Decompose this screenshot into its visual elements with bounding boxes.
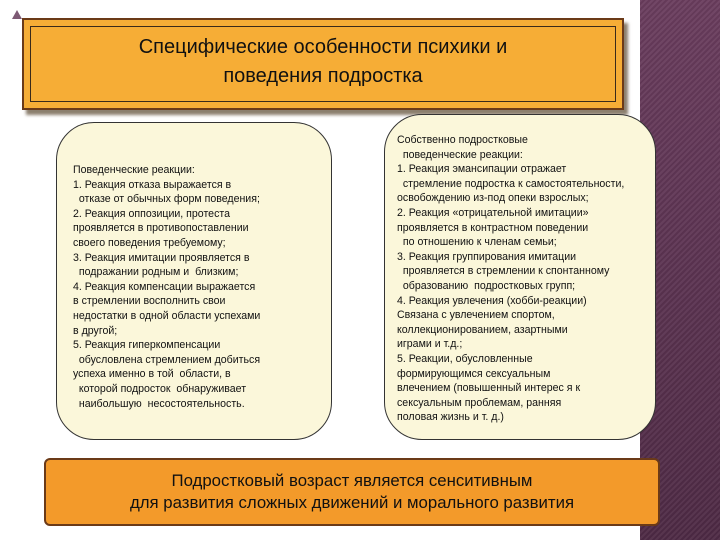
text-line: Связана с увлечением спортом, bbox=[397, 309, 555, 322]
text-line: образованию подростковых групп; bbox=[397, 279, 576, 292]
page-title: Специфические особенности психики и поведения подростка bbox=[138, 36, 508, 87]
text-line: успеха именно в той области, в bbox=[73, 368, 231, 381]
text-line: 5. Реакция гиперкомпенсации bbox=[73, 339, 221, 352]
behavioral-reactions-text bbox=[73, 163, 260, 411]
text-line: 5. Реакции, обусловленные bbox=[397, 352, 533, 365]
text-line: которой подросток обнаруживает bbox=[73, 382, 247, 395]
text-line: своего поведения требуемому; bbox=[73, 236, 226, 249]
text-line: коллекционированием, азартными bbox=[397, 323, 568, 336]
behavioral-reactions-card bbox=[56, 122, 332, 440]
adolescent-reactions-card bbox=[384, 114, 656, 440]
text-line: 1. Реакция отказа выражается в bbox=[73, 178, 232, 191]
triangle-marker-icon bbox=[12, 10, 22, 19]
text-line: 1. Реакция эмансипации отражает bbox=[397, 163, 567, 176]
text-line: 3. Реакция группирования имитации bbox=[397, 250, 577, 263]
text-line: в стремлении восполнить свои bbox=[73, 295, 226, 308]
text-line: 3. Реакция имитации проявляется в bbox=[73, 251, 250, 264]
text-line: сексуальным проблемам, ранняя bbox=[397, 396, 562, 409]
sensitive-age-note: Подростковый возраст является сенситивным для развития сложных движений и морального развития bbox=[129, 471, 575, 512]
text-line: проявляется в противопоставлении bbox=[73, 222, 249, 235]
text-line: обусловлена стремлением добиться bbox=[73, 353, 261, 366]
text-line: освобождению из-под опеки взрослых; bbox=[397, 192, 589, 205]
title-inner-frame bbox=[30, 26, 616, 102]
text-line: поведенческие реакции: bbox=[397, 148, 523, 161]
text-line: играми и т.д.; bbox=[397, 338, 463, 351]
text-line: в другой; bbox=[73, 324, 118, 337]
text-line: 2. Реакция «отрицательной имитации» bbox=[397, 206, 589, 219]
text-line: 4. Реакция компенсации выражается bbox=[73, 280, 256, 293]
text-line: проявляется в стремлении к спонтанному bbox=[397, 265, 610, 278]
text-line: влечением (повышенный интерес я к bbox=[397, 382, 581, 395]
text-line: проявляется в контрастном поведении bbox=[397, 221, 589, 234]
text-line: 2. Реакция оппозиции, протеста bbox=[73, 207, 230, 220]
text-line: половая жизнь и т. д.) bbox=[397, 411, 504, 424]
sensitive-age-banner bbox=[44, 458, 660, 526]
text-line: подражании родным и близким; bbox=[73, 266, 239, 279]
title-banner bbox=[22, 18, 624, 110]
text-line: отказе от обычных форм поведения; bbox=[73, 193, 260, 206]
adolescent-reactions-text bbox=[397, 133, 624, 425]
text-line: наибольшую несостоятельность. bbox=[73, 397, 245, 410]
text-line: по отношению к членам семьи; bbox=[397, 236, 557, 249]
text-line: Поведенческие реакции: bbox=[73, 164, 195, 176]
text-line: 4. Реакция увлечения (хобби-реакции) bbox=[397, 294, 587, 307]
text-line: Собственно подростковые bbox=[397, 134, 528, 146]
text-line: недостатки в одной области успехами bbox=[73, 309, 261, 322]
text-line: стремление подростка к самостоятельности, bbox=[397, 177, 625, 190]
text-line: формирующимся сексуальным bbox=[397, 367, 551, 380]
